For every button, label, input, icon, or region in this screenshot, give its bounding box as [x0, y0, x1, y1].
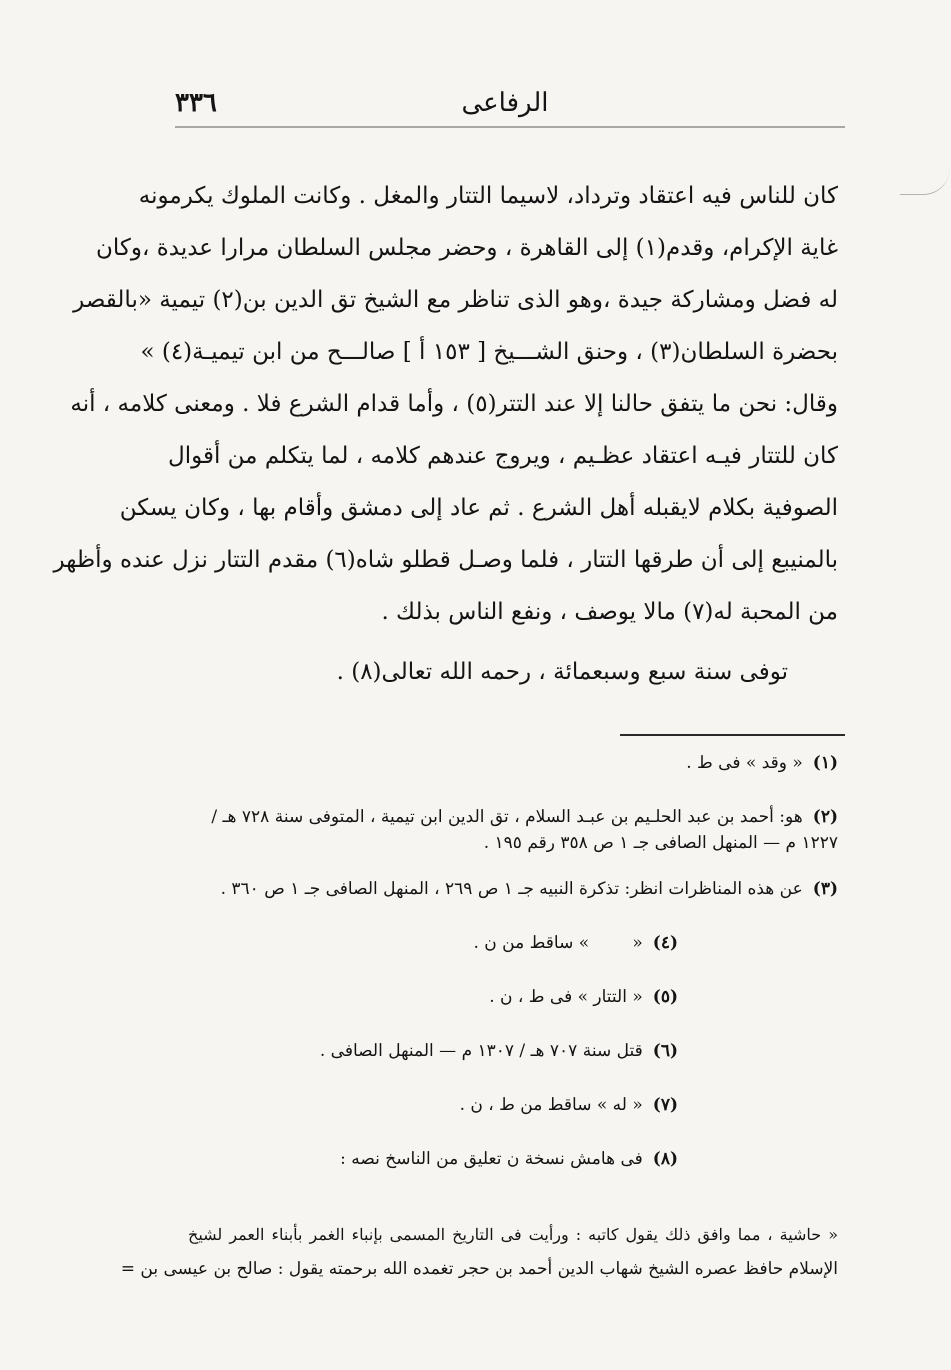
- footnote: [188, 984, 838, 1010]
- footnote: [188, 804, 838, 856]
- footnote-text: « وقد » فى ط .: [686, 753, 803, 773]
- body-line: وقال: نحن ما يتفق حالنا إلا عند التتر(٥) ، وأما قدام الشرع فلا . ومعنى كلامه ، أنه: [70, 391, 838, 417]
- body-line: من المحبة له(٧) مالا يوصف ، ونفع الناس بذلك .: [381, 599, 838, 625]
- margin-note: [120, 1218, 839, 1286]
- body-line: الصوفية بكلام لايقبله أهل الشرع . ثم عاد إلى دمشق وأقام بها ، وكان يسكن: [119, 495, 838, 521]
- footnote-text: هو: أحمد بن عبد الحلـيم بن عبـد السلام ، تق الدين ابن تيمية ، المتوفى سنة ٧٢٨ هـ /: [211, 807, 803, 827]
- footnote-rule: [620, 734, 845, 736]
- footnote: [188, 930, 838, 956]
- footnote-text: « » ساقط من ن .: [473, 933, 643, 953]
- footnote: [188, 1038, 838, 1064]
- footnote: [188, 750, 838, 776]
- header-rule: [175, 126, 845, 128]
- footnote-text: « التتار » فى ط ، ن .: [489, 987, 643, 1007]
- footnote-number: (٧): [652, 1095, 678, 1115]
- body-text: [53, 170, 838, 698]
- footnote-text: عن هذه المناظرات انظر: تذكرة النبيه جـ ١ ص ٢٦٩ ، المنهل الصافى جـ ١ ص ٣٦٠ .: [220, 879, 803, 899]
- body-line: بالمنيبع إلى أن طرقها التتار ، فلما وصـل قطلو شاه(٦) مقدم التتار نزل عنده وأظهر: [53, 547, 838, 573]
- footnote-text: فى هامش نسخة ن تعليق من الناسخ نصه :: [340, 1149, 643, 1169]
- footnote-number: (٣): [812, 879, 838, 899]
- margin-note-line: « حاشية ، مما وافق ذلك يقول كاتبه : ورأيت فى التاريخ المسمى بإنباء الغمر بأبناء العمر لشيخ: [188, 1225, 839, 1244]
- footnote-number: (٥): [652, 987, 678, 1007]
- body-line: بحضرة السلطان(٣) ، وحنق الشـــيخ [ ١٥٣ أ ] صالـــح من ابن تيميـة(٤) »: [140, 339, 838, 365]
- body-line: غاية الإكرام، وقدم(١) إلى القاهرة ، وحضر مجلس السلطان مرارا عديدة ،وكان: [96, 235, 838, 261]
- footnote: [188, 876, 838, 902]
- footnote-number: (١): [812, 753, 838, 773]
- body-line: توفى سنة سبع وسبعمائة ، رحمه الله تعالى(٨) .: [336, 659, 788, 685]
- footnotes: [188, 750, 838, 1200]
- margin-mark: [900, 168, 950, 195]
- running-title: الرفاعى: [461, 88, 549, 118]
- body-line: له فضل ومشاركة جيدة ،وهو الذى تناظر مع الشيخ تق الدين بن(٢) تيمية «بالقصر: [73, 287, 838, 313]
- page-header: [175, 88, 835, 128]
- footnote-number: (٨): [652, 1149, 678, 1169]
- footnote: [188, 1092, 838, 1118]
- body-line: كان للناس فيه اعتقاد وترداد، لاسيما التتار والمغل . وكانت الملوك يكرمونه: [138, 183, 838, 209]
- page-number: ٣٣٦: [175, 88, 217, 118]
- footnote-number: (٦): [652, 1041, 678, 1061]
- footnote-text: قتل سنة ٧٠٧ هـ / ١٣٠٧ م — المنهل الصافى .: [319, 1041, 643, 1061]
- footnote-number: (٤): [652, 933, 678, 953]
- footnote-number: (٢): [812, 807, 838, 827]
- body-line: كان للتتار فيـه اعتقاد عظـيم ، ويروج عندهم كلامه ، لما يتكلم من أقوال: [168, 443, 838, 469]
- margin-note-line: الإسلام حافظ عصره الشيخ شهاب الدين أحمد بن حجر تغمده الله برحمته يقول : صالح بن عيسى بن =: [120, 1259, 838, 1279]
- footnote-continuation: ١٢٢٧ م — المنهل الصافى جـ ١ ص ٣٥٨ رقم ١٩٥ .: [483, 833, 838, 853]
- footnote-text: « له » ساقط من ط ، ن .: [459, 1095, 643, 1115]
- footnote: [188, 1146, 838, 1172]
